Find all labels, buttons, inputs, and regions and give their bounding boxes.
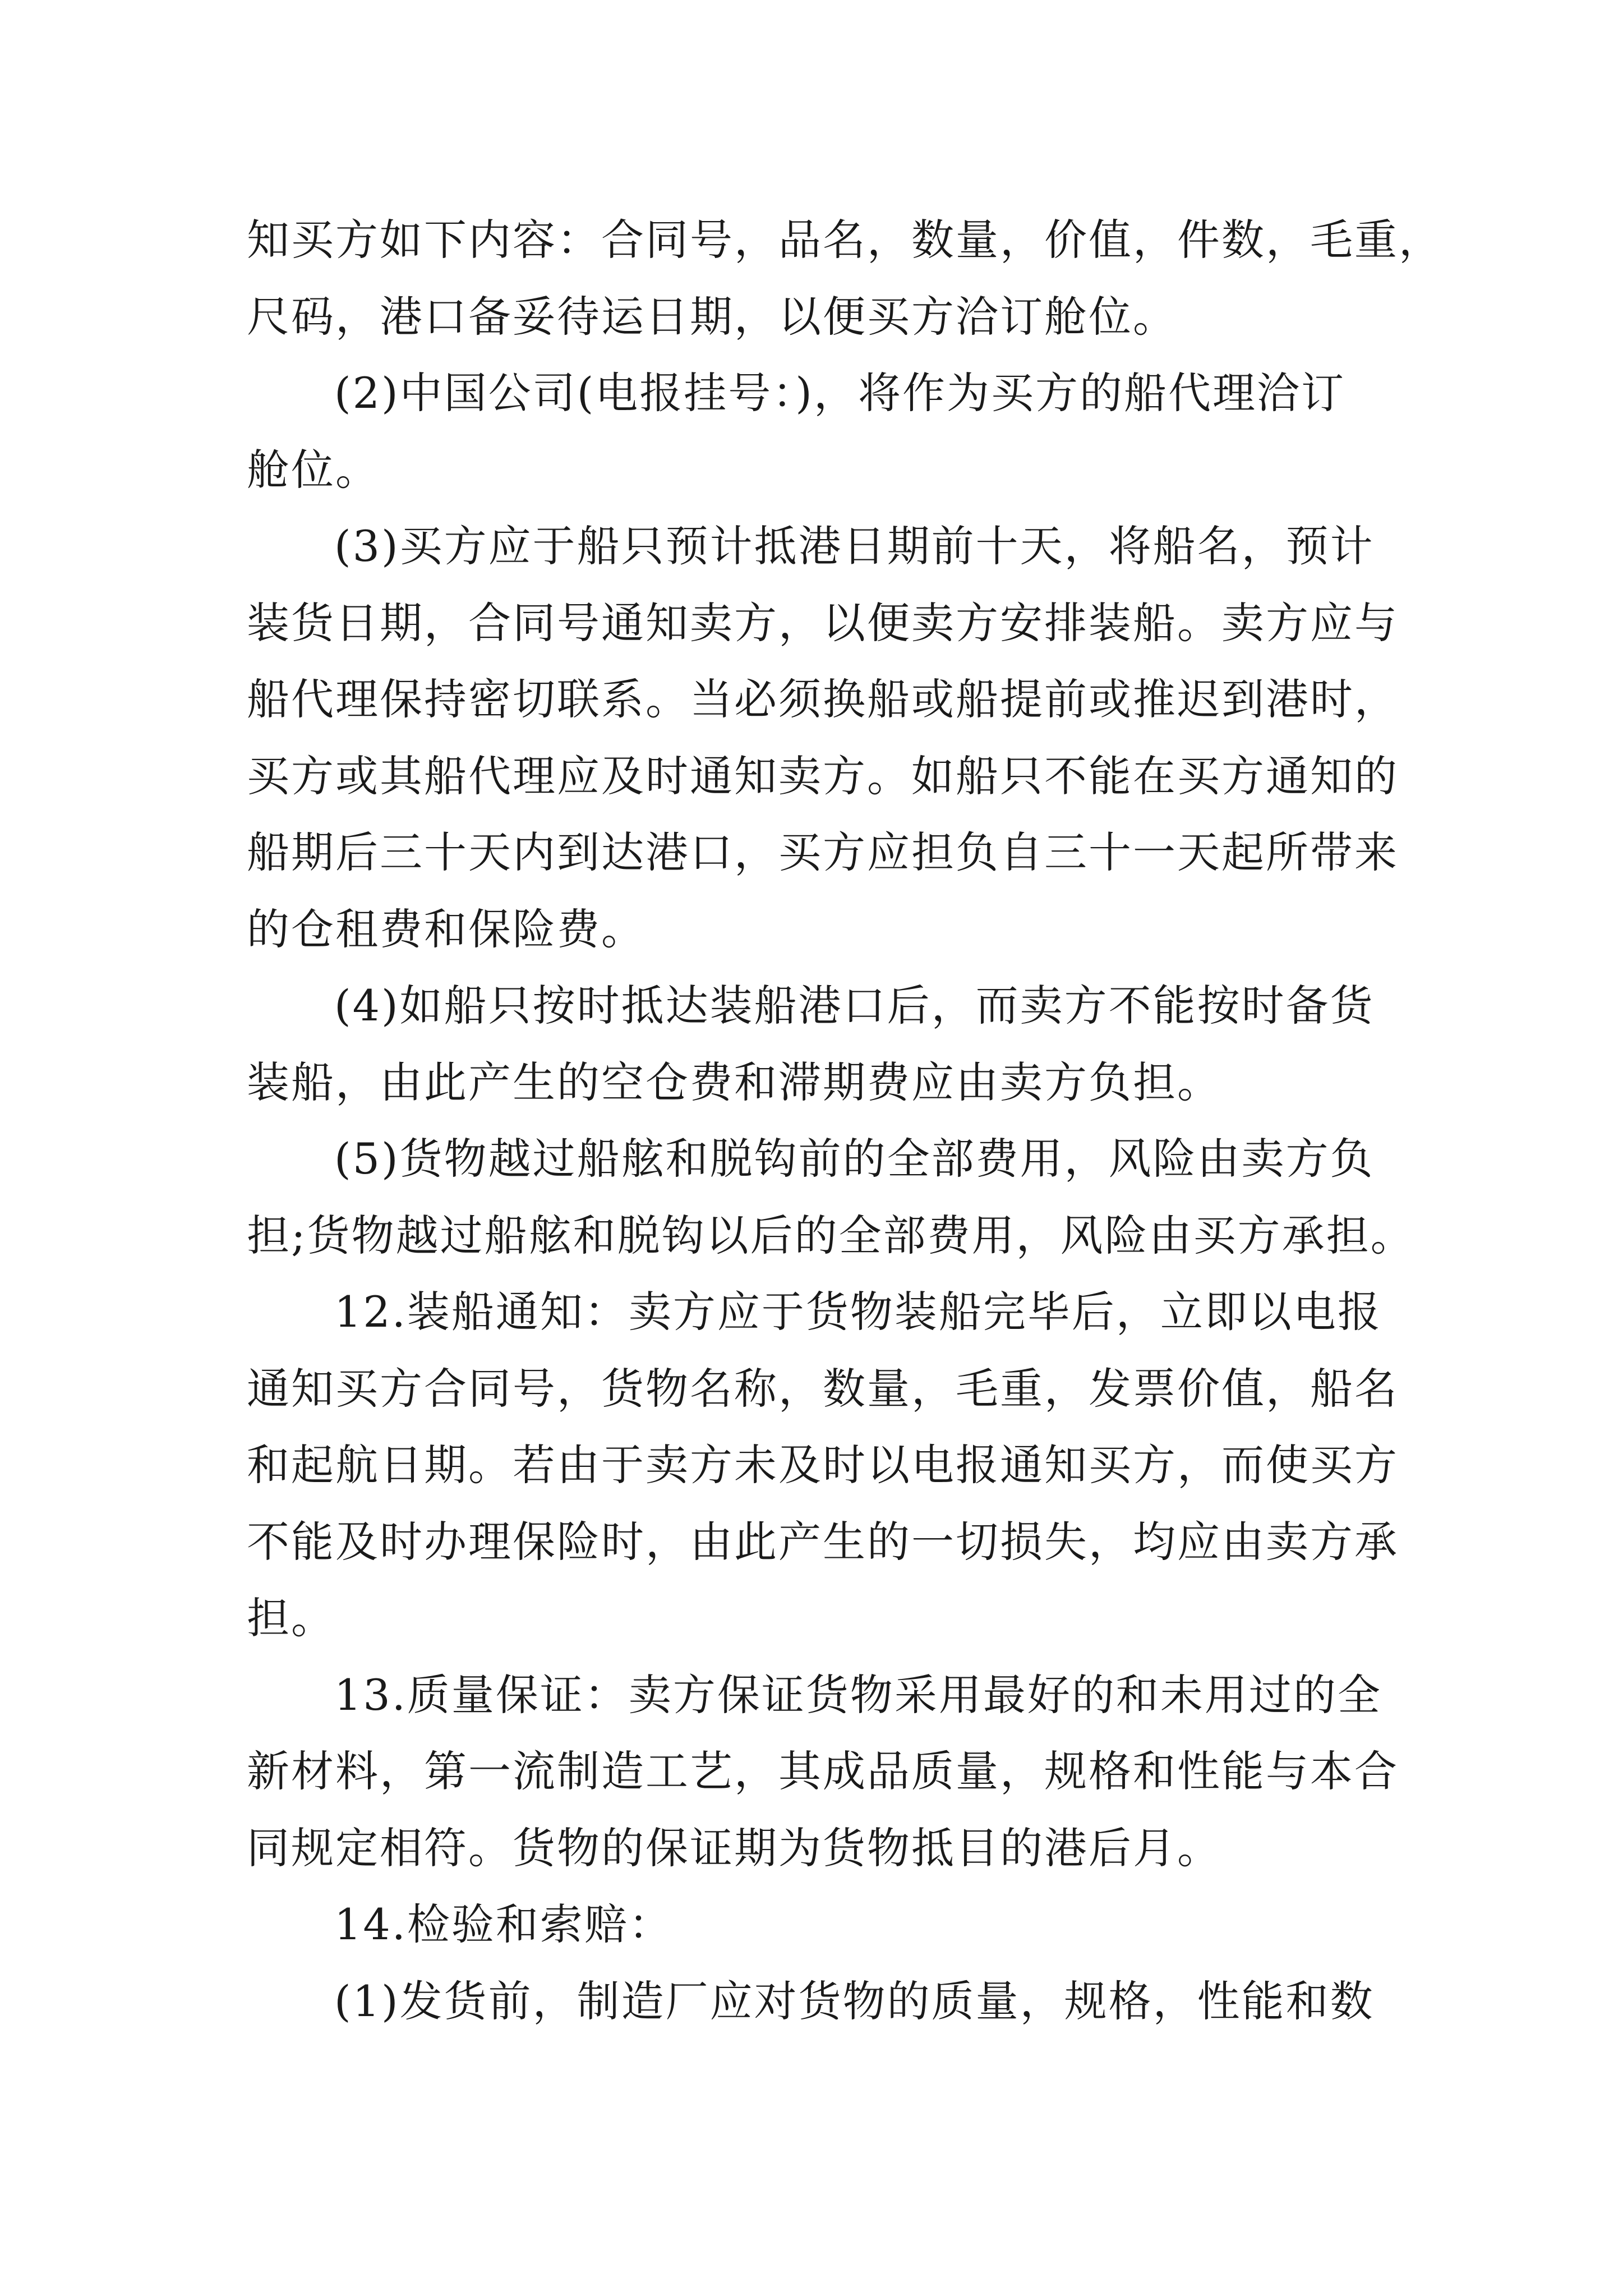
text-line: 同规定相符。货物的保证期为货物抵目的港后月。	[247, 1823, 1221, 1873]
text-line: (2)中国公司(电报挂号：)，将作为买方的船代理洽订	[334, 368, 1345, 418]
text-line: (5)货物越过船舷和脱钩前的全部费用，风险由卖方负	[334, 1134, 1375, 1184]
text-line: 船期后三十天内到达港口，买方应担负自三十一天起所带来	[247, 827, 1399, 877]
text-line: 买方或其船代理应及时通知卖方。如船只不能在买方通知的	[247, 751, 1399, 801]
text-line: (4)如船只按时抵达装船港口后，而卖方不能按时备货	[334, 981, 1375, 1030]
text-line: 舱位。	[247, 444, 380, 495]
text-line: 不能及时办理保险时，由此产生的一切损失，均应由卖方承	[247, 1516, 1399, 1567]
text-line: 通知买方合同号，货物名称，数量，毛重，发票价值，船名	[247, 1363, 1399, 1414]
text-line: 新材料，第一流制造工艺，其成品质量，规格和性能与本合	[247, 1746, 1399, 1796]
text-line: 和起航日期。若由于卖方未及时以电报通知买方，而使买方	[247, 1440, 1399, 1490]
text-line: (1)发货前，制造厂应对货物的质量，规格，性能和数	[334, 1976, 1375, 2026]
text-line: 担。	[247, 1593, 335, 1643]
text-line: 担;货物越过船舷和脱钩以后的全部费用，风险由买方承担。	[247, 1210, 1415, 1260]
text-line: 装货日期，合同号通知卖方，以便卖方安排装船。卖方应与	[247, 597, 1399, 648]
text-line: 的仓租费和保险费。	[247, 904, 645, 954]
body-text	[247, 202, 1443, 2040]
text-line: 14.检验和索赔：	[334, 1899, 673, 1949]
text-line: 尺码，港口备妥待运日期，以便买方洽订舱位。	[247, 291, 1177, 342]
text-line: 13.质量保证：卖方保证货物采用最好的和未用过的全	[334, 1669, 1382, 1720]
text-line: (3)买方应于船只预计抵港日期前十天，将船名，预计	[334, 521, 1375, 571]
text-line: 装船，由此产生的空仓费和滞期费应由卖方负担。	[247, 1057, 1221, 1107]
text-line: 船代理保持密切联系。当必须换船或船提前或推迟到港时，	[247, 674, 1399, 724]
text-line: 知买方如下内容：合同号，品名，数量，价值，件数，毛重，	[247, 215, 1443, 265]
text-line: 12.装船通知：卖方应于货物装船完毕后，立即以电报	[334, 1287, 1382, 1337]
